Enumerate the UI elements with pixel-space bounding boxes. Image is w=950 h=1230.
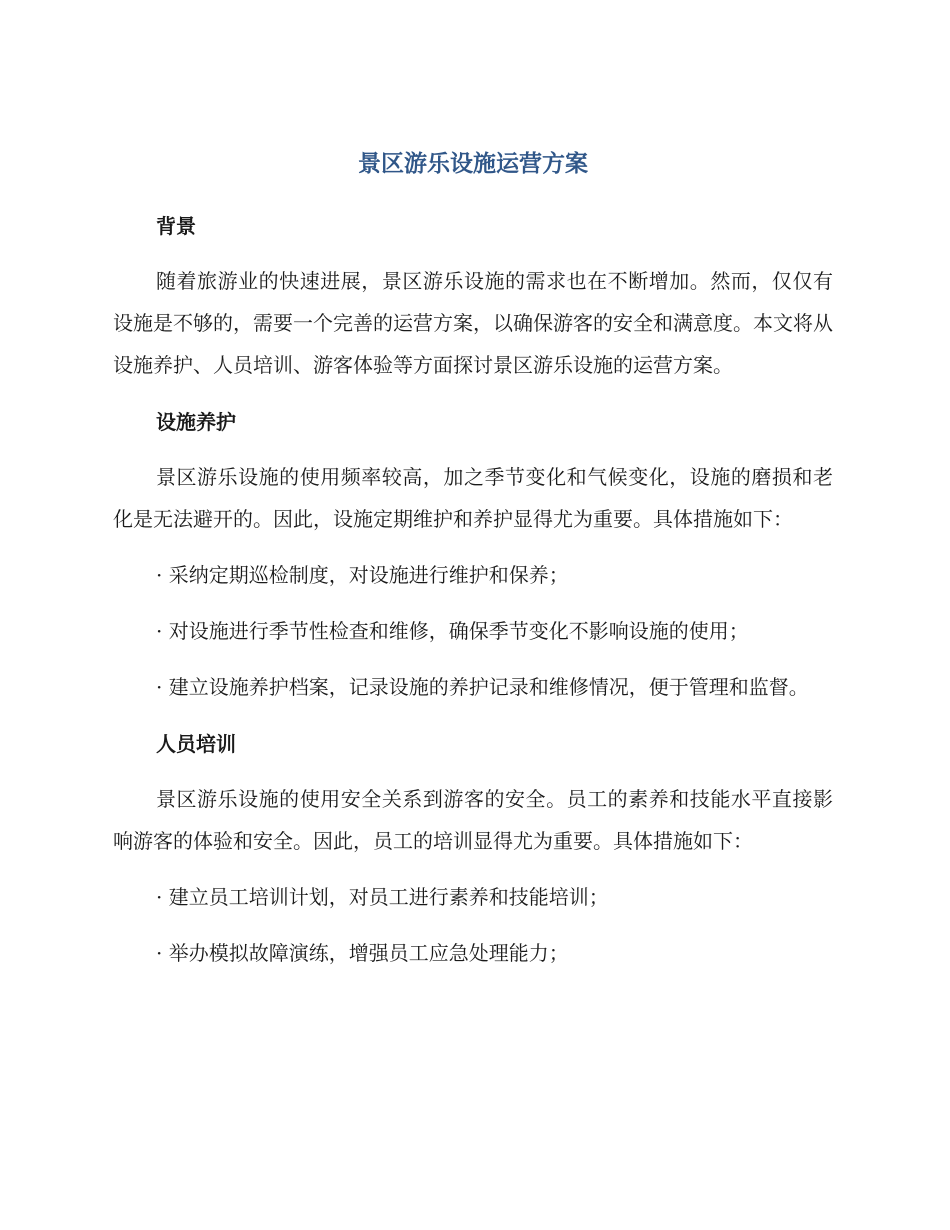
document-page [113, 142, 833, 974]
section-heading-facility-maintenance: 设施养护 [156, 410, 236, 434]
bullet-item: · 对设施进行季节性检查和维修，确保季节变化不影响设施的使用； [156, 619, 749, 643]
bullet-item: · 举办模拟故障演练，增强员工应急处理能力； [156, 941, 569, 965]
bullet-item: · 建立员工培训计划，对员工进行素养和技能培训； [156, 885, 609, 909]
section-heading-staff-training: 人员培训 [156, 732, 236, 756]
section-heading-background: 背景 [156, 214, 196, 238]
bullet-item: · 建立设施养护档案，记录设施的养护记录和维修情况，便于管理和监督。 [156, 675, 809, 699]
paragraph-background: 随着旅游业的快速进展，景区游乐设施的需求也在不断增加。然而，仅仅有设施是不够的，需要一个完善的运营方案，以确保游客的安全和满意度。本文将从设施养护、人员培训、游客体验等方面探讨景区游乐设施的运营方案。 [113, 269, 833, 377]
paragraph-facility-maintenance: 景区游乐设施的使用频率较高，加之季节变化和气候变化，设施的磨损和老化是无法避开的。因此，设施定期维护和养护显得尤为重要。具体措施如下： [113, 465, 833, 531]
paragraph-staff-training: 景区游乐设施的使用安全关系到游客的安全。员工的素养和技能水平直接影响游客的体验和安全。因此，员工的培训显得尤为重要。具体措施如下： [113, 787, 833, 853]
document-title: 景区游乐设施运营方案 [358, 151, 588, 177]
bullet-item: · 采纳定期巡检制度，对设施进行维护和保养； [156, 563, 569, 587]
